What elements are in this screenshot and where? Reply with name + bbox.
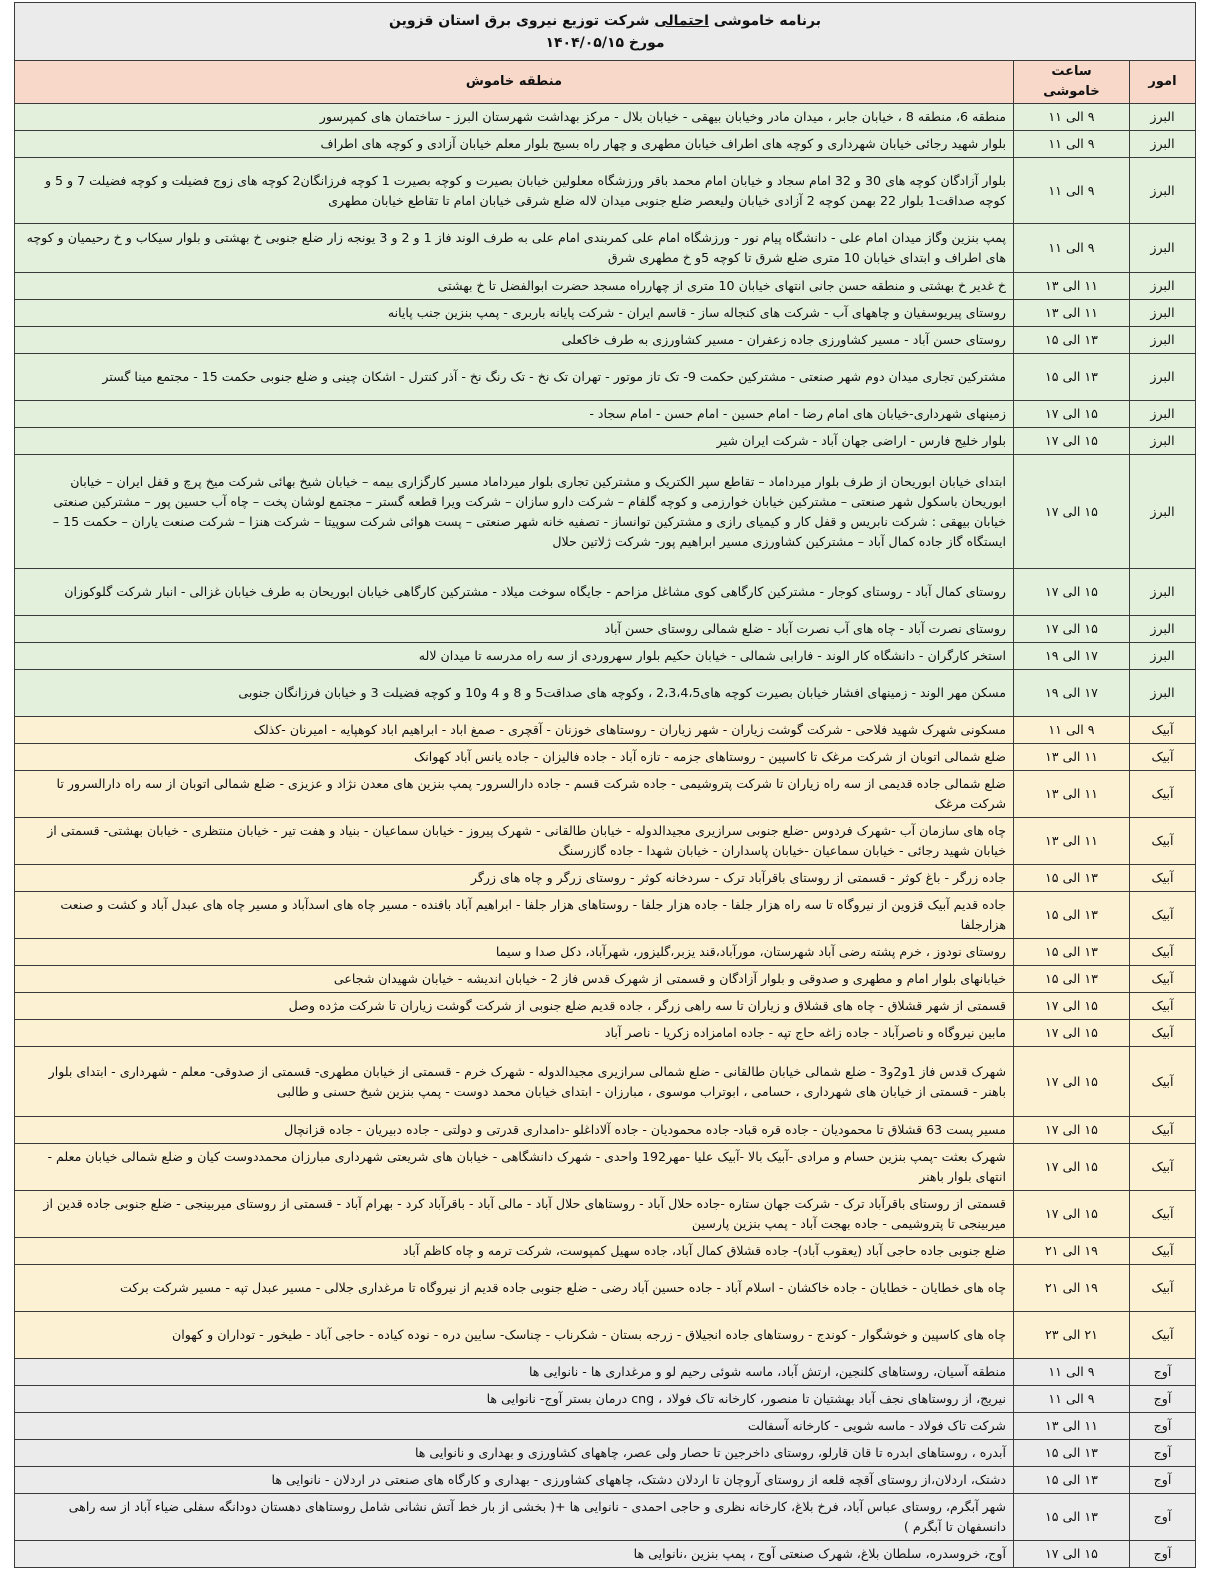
row-umur-cell: البرز — [1130, 273, 1196, 300]
table-row — [15, 273, 1196, 300]
row-umur-cell: البرز — [1130, 616, 1196, 643]
table-row — [15, 1047, 1196, 1117]
row-time-cell: ۱۵ الی ۱۷ — [1014, 1541, 1130, 1568]
row-time-cell: ۱۳ الی ۱۵ — [1014, 327, 1130, 354]
row-umur-cell: البرز — [1130, 327, 1196, 354]
row-area-cell: دشتک، اردلان،از روستای آقچه قلعه از روستای آروچان تا اردلان دشتک، چاههای کشاورزی - بهداری و کارگاه های صنعتی در اردلان - نانوایی ها — [15, 1467, 1014, 1494]
row-time-cell: ۱۵ الی ۱۷ — [1014, 455, 1130, 569]
row-area-cell: ضلع شمالی جاده قدیمی از سه راه زیاران تا شرکت پتروشیمی - جاده شرکت قسم - جاده دارالسرور- پمپ بنزین های معدن نژاد و عزیزی - ضلع شمالی اتوبان از سه راه دارالسرور تا شرکت مرغک — [15, 771, 1014, 818]
table-row — [15, 892, 1196, 939]
row-umur-cell: آبیک — [1130, 717, 1196, 744]
row-time-cell: ۱۱ الی ۱۳ — [1014, 1413, 1130, 1440]
table-row — [15, 569, 1196, 616]
row-area-cell: چاه های کاسپین و خوشگوار - کوندج - روستاهای جاده انجیلاق - زرجه بستان - شکرناب - چناسک- سایین دره - نوده کیاده - حاجی آباد - طیخور - توداران و کهوان — [15, 1312, 1014, 1359]
row-umur-cell: البرز — [1130, 569, 1196, 616]
row-umur-cell: البرز — [1130, 300, 1196, 327]
row-time-cell: ۱۳ الی ۱۵ — [1014, 966, 1130, 993]
row-umur-cell: البرز — [1130, 104, 1196, 131]
row-time-cell: ۱۱ الی ۱۳ — [1014, 744, 1130, 771]
row-area-cell: زمینهای شهرداری-خیابان های امام رضا - امام حسین - امام حسن - امام سجاد - — [15, 401, 1014, 428]
row-time-cell: ۱۵ الی ۱۷ — [1014, 401, 1130, 428]
row-area-cell: روستای نصرت آباد - چاه های آب نصرت آباد - ضلع شمالی روستای حسن آباد — [15, 616, 1014, 643]
title-text-end: شرکت توزیع نیروی برق استان قزوین — [389, 12, 655, 29]
row-area-cell: خ غدیر خ بهشتی و منطقه حسن جانی انتهای خیابان 10 متری از چهارراه مسجد حضرت ابوالفضل تا خ بهشتی — [15, 273, 1014, 300]
row-area-cell: آوج، خروسدره، سلطان بلاغ، شهرک صنعتی آوج ، پمپ بنزین ،نانوایی ها — [15, 1541, 1014, 1568]
row-umur-cell: البرز — [1130, 158, 1196, 224]
outage-table — [14, 2, 1196, 1568]
table-row — [15, 670, 1196, 717]
table-row — [15, 428, 1196, 455]
table-row — [15, 744, 1196, 771]
document-title — [15, 3, 1196, 61]
row-umur-cell: آبیک — [1130, 771, 1196, 818]
row-area-cell: آبدره ، روستاهای ابدره تا قان قارلو، روستای داخرجین تا حصار ولی عصر، چاههای کشاورزی و بهداری و نانوایی ها — [15, 1440, 1014, 1467]
row-time-cell: ۱۵ الی ۱۷ — [1014, 1117, 1130, 1144]
row-time-cell: ۱۵ الی ۱۷ — [1014, 428, 1130, 455]
row-umur-cell: آبیک — [1130, 1238, 1196, 1265]
row-area-cell: ضلع شمالی اتوبان از شرکت مرغک تا کاسپین - روستاهای جزمه - تازه آباد - جاده فالیزان - جاده یانس آباد کهوانک — [15, 744, 1014, 771]
row-time-cell: ۹ الی ۱۱ — [1014, 131, 1130, 158]
row-area-cell: استخر کارگران - دانشگاه کار الوند - فارابی شمالی - خیابان حکیم بلوار سهروردی از سه راه مدرسه تا میدان لاله — [15, 643, 1014, 670]
table-row — [15, 1440, 1196, 1467]
row-time-cell: ۱۳ الی ۱۵ — [1014, 354, 1130, 401]
table-row — [15, 993, 1196, 1020]
row-time-cell: ۱۳ الی ۱۵ — [1014, 1440, 1130, 1467]
table-row — [15, 818, 1196, 865]
row-time-cell: ۱۱ الی ۱۳ — [1014, 273, 1130, 300]
row-area-cell: شهرک بعثت -پمپ بنزین حسام و مرادی -آبیک بالا -آبیک علیا -مهر192 واحدی - شهرک دانشگاهی - خیابان های شریعتی شهرداری مبارزان محمددوست کیان و ضلع شمالی خیابان معلم - انتهای بلوار باهنر — [15, 1144, 1014, 1191]
row-umur-cell: آبیک — [1130, 966, 1196, 993]
title-date: مورخ ۱۴۰۴/۰۵/۱۵ — [545, 34, 665, 51]
table-row — [15, 1238, 1196, 1265]
table-row — [15, 1359, 1196, 1386]
header-outage-time: ساعت خاموشی — [1014, 61, 1130, 104]
row-area-cell: چاه های خطایان - خطایان - جاده خاکشان - اسلام آباد - جاده حسین آباد رضی - ضلع جنوبی جاده قدیم از نیروگاه تا مرغداری جلالی - مسیر عبدل تپه - مسیر شرکت برکت — [15, 1265, 1014, 1312]
table-row — [15, 1265, 1196, 1312]
row-time-cell: ۱۹ الی ۲۱ — [1014, 1265, 1130, 1312]
row-area-cell: جاده زرگر - باغ کوثر - قسمتی از روستای باقرآباد ترک - سردخانه کوثر - روستای زرگر و چاه های زرگر — [15, 865, 1014, 892]
table-row — [15, 939, 1196, 966]
table-row — [15, 354, 1196, 401]
table-row — [15, 1020, 1196, 1047]
row-umur-cell: آبیک — [1130, 1144, 1196, 1191]
row-time-cell: ۱۳ الی ۱۵ — [1014, 865, 1130, 892]
table-row — [15, 1413, 1196, 1440]
row-umur-cell: آوج — [1130, 1467, 1196, 1494]
table-row — [15, 1541, 1196, 1568]
row-area-cell: روستای حسن آباد - مسیر کشاورزی جاده زعفران - مسیر کشاورزی به طرف خاکعلی — [15, 327, 1014, 354]
row-time-cell: ۲۱ الی ۲۳ — [1014, 1312, 1130, 1359]
row-time-cell: ۱۳ الی ۱۵ — [1014, 939, 1130, 966]
row-umur-cell: البرز — [1130, 354, 1196, 401]
title-row — [15, 3, 1196, 61]
table-row — [15, 104, 1196, 131]
row-area-cell: مسکونی شهرک شهید فلاحی - شرکت گوشت زیاران - شهر زیاران - روستاهای خوزنان - آقچری - صمغ اباد - ابراهیم اباد کوهپایه - امیرنان -کذلک — [15, 717, 1014, 744]
table-row — [15, 131, 1196, 158]
row-umur-cell: آبیک — [1130, 1047, 1196, 1117]
row-umur-cell: آبیک — [1130, 1020, 1196, 1047]
row-umur-cell: البرز — [1130, 224, 1196, 273]
table-row — [15, 865, 1196, 892]
row-area-cell: شهر آبگرم، روستای عباس آباد، فرخ بلاغ، کارخانه نظری و حاجی احمدی - نانوایی ها +( بخشی از بار خط آتش نشانی شامل روستاهای دهستان دودانگه سفلی ضیاء آباد از سه راهی دانسفهان تا آبگرم ) — [15, 1494, 1014, 1541]
row-umur-cell: آبیک — [1130, 939, 1196, 966]
row-time-cell: ۱۵ الی ۱۷ — [1014, 616, 1130, 643]
row-time-cell: ۱۱ الی ۱۳ — [1014, 818, 1130, 865]
row-time-cell: ۱۱ الی ۱۳ — [1014, 771, 1130, 818]
row-time-cell: ۱۳ الی ۱۵ — [1014, 1467, 1130, 1494]
outage-schedule-sheet — [14, 2, 1196, 1568]
row-area-cell: خیابانهای بلوار امام و مطهری و صدوقی و بلوار آزادگان و قسمتی از شهرک قدس فاز 2 - خیابان اندیشه - خیابان شهیدان شجاعی — [15, 966, 1014, 993]
row-umur-cell: البرز — [1130, 670, 1196, 717]
table-row — [15, 616, 1196, 643]
row-area-cell: روستای کمال آباد - روستای کوجار - مشترکین کارگاهی کوی مشاغل مزاحم - جایگاه سوخت میلاد - مشترکین کارگاهی خیابان ابوریحان به طرف خیابان غزالی - انبار شرکت گلوکوزان — [15, 569, 1014, 616]
row-area-cell: قسمتی از روستای باقرآباد ترک - شرکت جهان ستاره -جاده حلال آباد - روستاهای حلال آباد - مالی آباد - باقرآباد کرد - بهرام آباد - قسمتی از روستای میربینجی - ضلع جنوبی جاده قدین از میربینجی تا پتروشیمی - جاده بهجت آباد - پمپ بنزین پارسین — [15, 1191, 1014, 1238]
row-area-cell: ضلع جنوبی جاده حاجی آباد (یعقوب آباد)- جاده قشلاق کمال آباد، جاده سهیل کمپوست، شرکت ترمه و چاه کاظم آباد — [15, 1238, 1014, 1265]
row-area-cell: روستای نودوز ، خرم پشته رضی آباد شهرستان، مورآباد،قند یزبر،گلیزور، شهرآباد، دکل صدا و سیما — [15, 939, 1014, 966]
row-umur-cell: البرز — [1130, 455, 1196, 569]
row-area-cell: بلوار خلیج فارس - اراضی جهان آباد - شرکت ایران شیر — [15, 428, 1014, 455]
table-row — [15, 771, 1196, 818]
table-row — [15, 327, 1196, 354]
row-area-cell: پمپ بنزین وگاز میدان امام علی - دانشگاه پیام نور - ورزشگاه امام علی کمربندی امام علی به طرف الوند فاز 1 و 2 و 3 یونجه زار ضلع جنوبی خ بهشتی و بلوار سیکاب و خ رحیمیان و کوچه های اطراف و ابتدای خیابان 10 متری ضلع شرق تا کوچه 5و خ مطهری شرق — [15, 224, 1014, 273]
row-area-cell: مسکن مهر الوند - زمینهای افشار خیابان بصیرت کوچه های2،3،4،5 ، وکوچه های صداقت5 و 8 و 4 و10 و کوچه فضیلت 3 و خیابان فرزانگان جنوبی — [15, 670, 1014, 717]
table-row — [15, 1117, 1196, 1144]
table-row — [15, 1386, 1196, 1413]
table-body — [15, 104, 1196, 1568]
row-area-cell: بلوار آزادگان کوچه های 30 و 32 امام سجاد و خیابان امام محمد باقر ورزشگاه معلولین خیابان بصیرت و کوچه بصیرت 1 کوچه فرزانگان2 کوچه های زوج فضیلت و کوچه فضیلت 7 و 5 و کوچه صداقت1 بلوار 22 بهمن کوچه 2 آزادی خیابان ولیعصر ضلع جنوبی میدان لاله ضلع شرقی خیابان امام تا تقاطع خیابان مطهری — [15, 158, 1014, 224]
row-time-cell: ۹ الی ۱۱ — [1014, 158, 1130, 224]
row-time-cell: ۹ الی ۱۱ — [1014, 224, 1130, 273]
table-row — [15, 1191, 1196, 1238]
table-row — [15, 643, 1196, 670]
row-time-cell: ۱۵ الی ۱۷ — [1014, 1144, 1130, 1191]
header-row — [15, 61, 1196, 104]
row-umur-cell: آبیک — [1130, 1117, 1196, 1144]
table-row — [15, 401, 1196, 428]
row-umur-cell: آبیک — [1130, 818, 1196, 865]
row-time-cell: ۹ الی ۱۱ — [1014, 717, 1130, 744]
row-umur-cell: آبیک — [1130, 892, 1196, 939]
table-row — [15, 1467, 1196, 1494]
row-umur-cell: آبیک — [1130, 865, 1196, 892]
row-time-cell: ۱۷ الی ۱۹ — [1014, 670, 1130, 717]
row-time-cell: ۹ الی ۱۱ — [1014, 1386, 1130, 1413]
row-time-cell: ۹ الی ۱۱ — [1014, 1359, 1130, 1386]
header-outage-area: منطقه خاموش — [15, 61, 1014, 104]
table-row — [15, 717, 1196, 744]
row-time-cell: ۱۵ الی ۱۷ — [1014, 1047, 1130, 1117]
row-umur-cell: آوج — [1130, 1494, 1196, 1541]
row-time-cell: ۱۵ الی ۱۷ — [1014, 569, 1130, 616]
row-area-cell: ابتدای خیابان ابوریحان از طرف بلوار میرداماد – تقاطع سپر الکتریک و مشترکین تجاری بلوار میرداماد مسیر کارگزاری بیمه – خیابان شیخ بهائی شرکت میخ پرچ و قفل ایران – خیابان ابوریحان باسکول شهر صنعتی – مشترکین خیابان خوارزمی و کوچه گلفام – شرکت دارو سازان – شرکت ویرا قطعه گستر – مجتمع لوشان پخت – چاه آب حسین پور – مشترکین صنعتی خیابان بیهقی : شرکت نابریس و قفل کار و کیمیای رازی و مشترکین توانساز - تصفیه خانه شهر صنعتی – پست هوائی شرکت سوپیتا – شرکت هنزا – شرکت صنعت یاران – حکمت 15 – ایستگاه گاز جاده کمال آباد – مشترکین کشاورزی مسیر ابراهیم پور- شرکت ژلاتین حلال — [15, 455, 1014, 569]
table-row — [15, 1312, 1196, 1359]
row-time-cell: ۱۵ الی ۱۷ — [1014, 1191, 1130, 1238]
row-area-cell: بلوار شهید رجائی خیابان شهرداری و کوچه های اطراف خیابان مطهری و چهار راه بسیج بلوار معلم خیابان آزادی و کوچه های اطراف — [15, 131, 1014, 158]
row-area-cell: مسیر پست 63 قشلاق تا محمودیان - جاده قره قباد- جاده محمودیان - جاده آلاداغلو -دامداری قدرتی و دولتی - جاده دبیریان - جاده قزانچال — [15, 1117, 1014, 1144]
row-area-cell: نیریج، از روستاهای نجف آباد بهشتیان تا منصور، کارخانه تاک فولاد ، cng درمان بستر آوج- نانوایی ها — [15, 1386, 1014, 1413]
row-umur-cell: آوج — [1130, 1440, 1196, 1467]
row-time-cell: ۱۷ الی ۱۹ — [1014, 643, 1130, 670]
row-time-cell: ۱۳ الی ۱۵ — [1014, 892, 1130, 939]
table-row — [15, 1144, 1196, 1191]
row-umur-cell: آبیک — [1130, 744, 1196, 771]
row-time-cell: ۱۵ الی ۱۷ — [1014, 993, 1130, 1020]
row-area-cell: شهرک قدس فاز 1و2و3 - ضلع شمالی خیابان طالقانی - ضلع شمالی سرازیری مجیدالدوله - شهرک خرم - قسمتی از خیابان مطهری- قسمتی از صدوقی- معلم - شهرداری - ابتدای بلوار باهنر - قسمتی از خیابان های شهرداری ، حسامی ، ابوتراب موسوی ، مبارزان - ابتدای خیابان محمد دوست - پمپ بنزین شیخ حسنی و طالبی — [15, 1047, 1014, 1117]
title-line-1 — [15, 10, 1195, 32]
row-umur-cell: البرز — [1130, 131, 1196, 158]
row-area-cell: چاه های سازمان آب -شهرک فردوس -ضلع جنوبی سرازیری مجیدالدوله - خیابان طالقانی - شهرک پیروز - خیابان سماعیان - بنیاد و هفت تیر - خیابان منتظری - خیابان بهشتی- قسمتی از خیابان شهید رجائی - خیابان سماعیان -خیابان پاسداران - خیابان شهدا - جاده گازرسنگ — [15, 818, 1014, 865]
row-area-cell: روستای پیریوسفیان و چاههای آب - شرکت های کنجاله ساز - قاسم ایران - شرکت پایانه باربری - پمپ بنزین جنب پایانه — [15, 300, 1014, 327]
table-row — [15, 224, 1196, 273]
table-row — [15, 455, 1196, 569]
row-umur-cell: آوج — [1130, 1386, 1196, 1413]
row-area-cell: مشترکین تجاری میدان دوم شهر صنعتی - مشترکین حکمت 9- تک تاز موتور - تهران تک نخ - تک رنگ نخ - آذر کنترل - اشکان چینی و ضلع جنوبی حکمت 15 - مجتمع مینا گستر — [15, 354, 1014, 401]
row-area-cell: جاده قدیم آبیک قزوین از نیروگاه تا سه راه هزار جلفا - جاده هزار جلفا - روستاهای هزار جلفا - ابراهیم آباد بافنده - مسیر چاه های اسدآباد و مسیر چاه های عبدل آباد و کشت و صنعت هزارجلفا — [15, 892, 1014, 939]
header-umur: امور — [1130, 61, 1196, 104]
row-umur-cell: آوج — [1130, 1413, 1196, 1440]
row-time-cell: ۱۵ الی ۱۷ — [1014, 1020, 1130, 1047]
table-row — [15, 158, 1196, 224]
row-time-cell: ۱۱ الی ۱۳ — [1014, 300, 1130, 327]
row-umur-cell: البرز — [1130, 428, 1196, 455]
row-umur-cell: آوج — [1130, 1541, 1196, 1568]
row-area-cell: شرکت تاک فولاد - ماسه شویی - کارخانه آسفالت — [15, 1413, 1014, 1440]
row-area-cell: منطقه آسیان، روستاهای کلنجین، ارتش آباد، ماسه شوئی رحیم لو و مرغداری ها - نانوایی ها — [15, 1359, 1014, 1386]
row-umur-cell: آبیک — [1130, 993, 1196, 1020]
row-time-cell: ۹ الی ۱۱ — [1014, 104, 1130, 131]
table-row — [15, 1494, 1196, 1541]
row-area-cell: منطقه 6، منطقه 8 ، خیابان جابر ، میدان مادر وخیابان بیهقی - خیابان بلال - مرکز بهداشت شهرستان البرز - ساختمان های کمپرسور — [15, 104, 1014, 131]
title-underlined-word: احتمالی — [654, 12, 709, 29]
row-umur-cell: البرز — [1130, 643, 1196, 670]
row-area-cell: مابین نیروگاه و ناصرآباد - جاده زاغه حاج تپه - جاده امامزاده زکریا - ناصر آباد — [15, 1020, 1014, 1047]
table-row — [15, 966, 1196, 993]
row-umur-cell: آبیک — [1130, 1265, 1196, 1312]
row-umur-cell: البرز — [1130, 401, 1196, 428]
row-umur-cell: آبیک — [1130, 1312, 1196, 1359]
row-time-cell: ۱۳ الی ۱۵ — [1014, 1494, 1130, 1541]
row-time-cell: ۱۹ الی ۲۱ — [1014, 1238, 1130, 1265]
row-umur-cell: آبیک — [1130, 1191, 1196, 1238]
row-area-cell: قسمتی از شهر قشلاق - چاه های قشلاق و زیاران تا سه راهی زرگر ، جاده قدیم ضلع جنوبی از شرکت گوشت زیاران تا شرکت مژده وصل — [15, 993, 1014, 1020]
row-umur-cell: آوج — [1130, 1359, 1196, 1386]
title-text-start: برنامه خاموشی — [708, 12, 821, 29]
table-row — [15, 300, 1196, 327]
